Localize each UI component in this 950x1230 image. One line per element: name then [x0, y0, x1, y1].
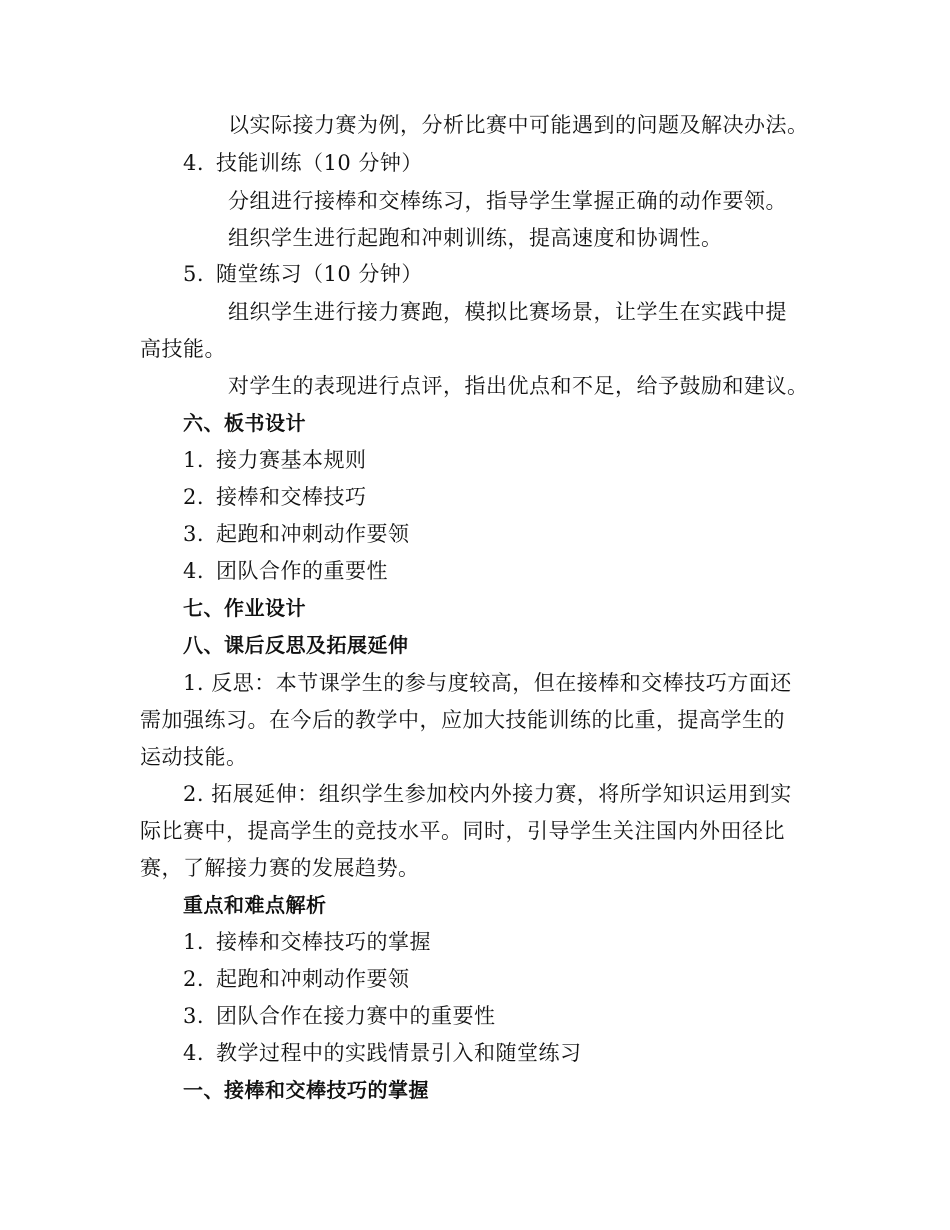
list-item-text: 团队合作的重要性: [216, 559, 388, 583]
paragraph-continuation: 际比赛中，提高学生的竞技水平。同时，引导学生关注国内外田径比: [140, 819, 785, 843]
section-heading: 六、板书设计: [183, 411, 306, 435]
list-item-text: 随堂练习（10 分钟）: [216, 262, 423, 286]
list-number: 3.: [183, 1004, 205, 1028]
paragraph-continuation: 需加强练习。在今后的教学中，应加大技能训练的比重，提高学生的: [140, 708, 785, 732]
list-item: [183, 1002, 496, 1030]
list-number: 4.: [183, 559, 205, 583]
list-item: [183, 149, 423, 177]
list-item-text: 起跑和冲刺动作要领: [216, 967, 410, 991]
list-number: 4.: [183, 1041, 205, 1065]
paragraph: 分组进行接棒和交棒练习，指导学生掌握正确的动作要领。: [228, 189, 787, 213]
list-item: [183, 446, 367, 474]
list-item-text: 团队合作在接力赛中的重要性: [216, 1004, 496, 1028]
list-item: [183, 520, 410, 548]
list-item-text: 接力赛基本规则: [216, 448, 367, 472]
list-item: [183, 260, 423, 288]
paragraph-continuation: 运动技能。: [140, 745, 248, 769]
list-number: 2.: [183, 967, 205, 991]
list-number: 1.: [183, 448, 205, 472]
list-item: [183, 483, 367, 511]
list-item: [183, 928, 431, 956]
paragraph: 组织学生进行起跑和冲刺训练，提高速度和协调性。: [228, 226, 723, 250]
list-number: 3.: [183, 522, 205, 546]
paragraph: 以实际接力赛为例，分析比赛中可能遇到的问题及解决办法。: [228, 113, 809, 137]
paragraph: 对学生的表现进行点评，指出优点和不足，给予鼓励和建议。: [228, 374, 809, 398]
list-item: [183, 1039, 582, 1067]
list-item: [183, 965, 410, 993]
list-number: 1.: [183, 930, 205, 954]
paragraph: 1. 反思：本节课学生的参与度较高，但在接棒和交棒技巧方面还: [183, 671, 792, 695]
list-item-text: 接棒和交棒技巧: [216, 485, 367, 509]
section-heading: 重点和难点解析: [183, 893, 327, 917]
list-item: [183, 557, 388, 585]
paragraph: 2. 拓展延伸：组织学生参加校内外接力赛，将所学知识运用到实: [183, 782, 792, 806]
section-heading: 七、作业设计: [183, 596, 306, 620]
list-item-text: 技能训练（10 分钟）: [216, 151, 423, 175]
list-number: 2.: [183, 485, 205, 509]
paragraph-continuation: 赛，了解接力赛的发展趋势。: [140, 856, 420, 880]
list-item-text: 教学过程中的实践情景引入和随堂练习: [216, 1041, 582, 1065]
paragraph-continuation: 高技能。: [140, 337, 226, 361]
section-heading: 八、课后反思及拓展延伸: [183, 633, 409, 657]
list-item-text: 起跑和冲刺动作要领: [216, 522, 410, 546]
list-number: 5.: [183, 262, 205, 286]
list-number: 4.: [183, 151, 205, 175]
section-heading: 一、接棒和交棒技巧的掌握: [183, 1078, 429, 1102]
paragraph: 组织学生进行接力赛跑，模拟比赛场景，让学生在实践中提: [228, 300, 787, 324]
list-item-text: 接棒和交棒技巧的掌握: [216, 930, 431, 954]
